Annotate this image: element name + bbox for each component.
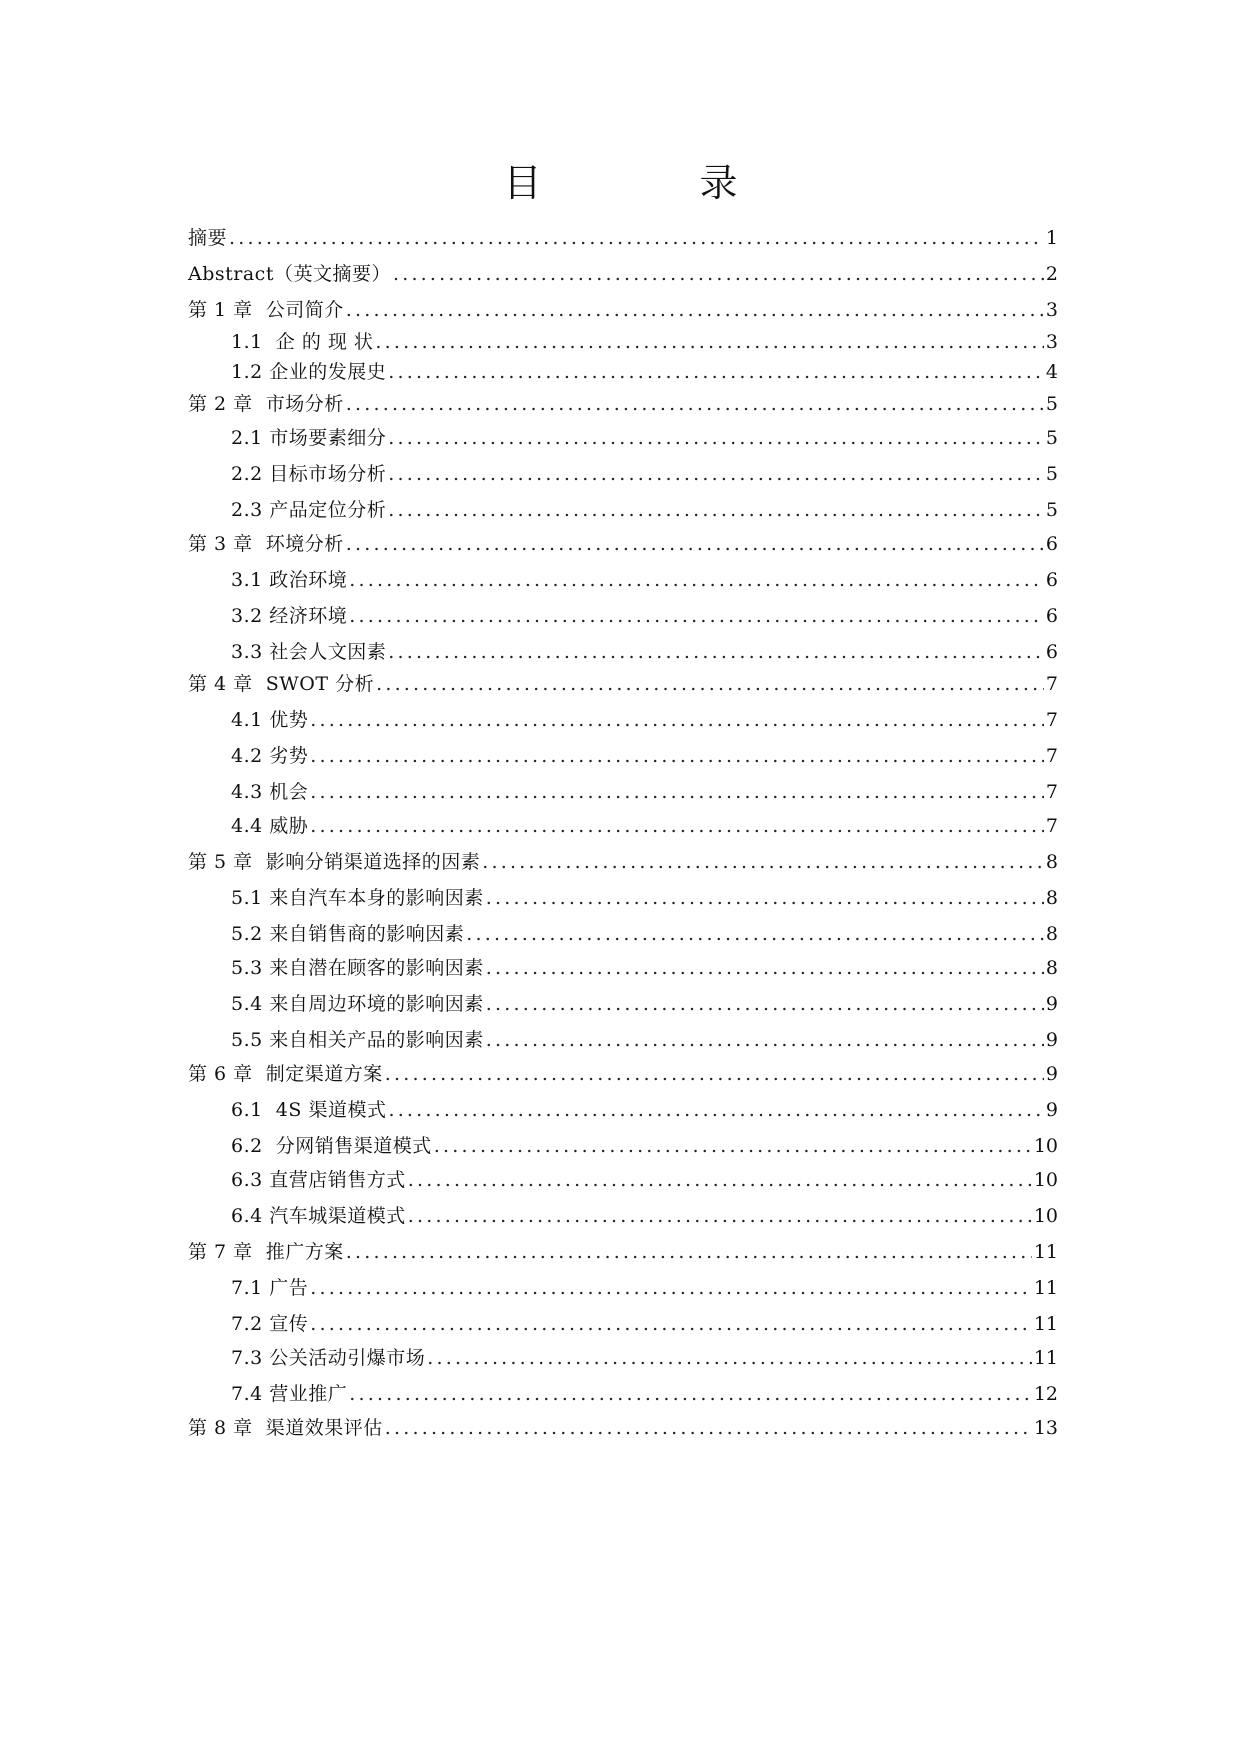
toc-entry-label: 6.2 分网销售渠道模式 [231,1135,432,1157]
toc-entry-page-number: 5 [1045,427,1058,449]
toc-section-entry [231,988,1058,1020]
toc-section-entry [231,1200,1058,1232]
toc-entry-page-number: 10 [1033,1135,1058,1157]
toc-dot-leader [310,776,1044,808]
toc-section-entry [231,882,1058,914]
toc-chapter-entry [188,668,1058,700]
toc-entry-page-number: 6 [1045,641,1058,663]
toc-section-entry [231,740,1058,772]
toc-entry-label: 3.2 经济环境 [231,605,348,627]
toc-chapter-entry [188,846,1058,878]
toc-entry-page-number: 5 [1045,463,1058,485]
toc-section-entry [231,600,1058,632]
toc-entry-label: 3.3 社会人文因素 [231,641,387,663]
toc-dot-leader [310,810,1044,842]
toc-entry-page-number: 7 [1045,815,1058,837]
toc-dot-leader [408,1164,1032,1196]
toc-entry-page-number: 10 [1033,1205,1058,1227]
toc-entry-label: 4.2 劣势 [231,745,309,767]
toc-entry-label: Abstract（英文摘要） [188,263,391,285]
toc-entry-page-number: 5 [1045,499,1058,521]
toc-dot-leader [346,1236,1032,1268]
toc-entry-page-number: 1 [1045,227,1058,249]
toc-entry-page-number: 11 [1033,1241,1058,1263]
toc-section-entry [231,1378,1058,1410]
toc-entry-page-number: 8 [1045,887,1058,909]
toc-entry-page-number: 8 [1045,957,1058,979]
toc-entry-page-number: 4 [1045,361,1058,383]
toc-entry-page-number: 9 [1045,1099,1058,1121]
toc-entry-label: 2.3 产品定位分析 [231,499,387,521]
toc-entry-page-number: 11 [1033,1347,1058,1369]
toc-entry-page-number: 2 [1045,263,1058,285]
toc-entry-label: 5.3 来自潜在顾客的影响因素 [231,957,484,979]
toc-dot-leader [349,600,1044,632]
toc-dot-leader [346,388,1044,420]
toc-section-entry [231,326,1058,358]
toc-entry-label: 5.4 来自周边环境的影响因素 [231,993,484,1015]
toc-dot-leader [388,1094,1043,1126]
toc-dot-leader [310,1272,1032,1304]
toc-dot-leader [346,528,1044,560]
toc-entry-label: 5.5 来自相关产品的影响因素 [231,1029,484,1051]
toc-section-entry [231,1130,1058,1162]
toc-dot-leader [388,458,1044,490]
toc-section-entry [231,422,1058,454]
toc-entry-label: 5.1 来自汽车本身的影响因素 [231,887,484,909]
toc-section-entry [231,952,1058,984]
toc-entry-page-number: 7 [1045,781,1058,803]
toc-dot-leader [434,1130,1032,1162]
toc-dot-leader [408,1200,1032,1232]
toc-entry-page-number: 11 [1033,1277,1058,1299]
toc-dot-leader [375,326,1043,358]
toc-entry-label: 3.1 政治环境 [231,569,348,591]
toc-dot-leader [388,494,1044,526]
toc-entry-label: 7.2 宣传 [231,1313,309,1335]
toc-section-entry [231,810,1058,842]
toc-dot-leader [486,1024,1044,1056]
toc-section-entry [231,458,1058,490]
toc-dot-leader [376,668,1044,700]
toc-entry-label: 第 2 章 市场分析 [188,393,344,415]
toc-entry-page-number: 10 [1033,1169,1058,1191]
toc-dot-leader [346,294,1044,326]
toc-section-entry [231,918,1058,950]
toc-entry-page-number: 6 [1045,605,1058,627]
toc-entry-page-number: 12 [1033,1383,1058,1405]
toc-dot-leader [349,1378,1032,1410]
toc-entry-page-number: 3 [1045,331,1058,353]
toc-entry-label: 6.4 汽车城渠道模式 [231,1205,406,1227]
toc-dot-leader [388,636,1044,668]
toc-entry-label: 第 3 章 环境分析 [188,533,344,555]
toc-entry-page-number: 7 [1045,673,1058,695]
toc-chapter-entry [188,222,1058,254]
toc-entry-page-number: 7 [1045,745,1058,767]
toc-dot-leader [482,846,1044,878]
toc-dot-leader [385,1412,1032,1444]
toc-entry-page-number: 9 [1045,1063,1058,1085]
toc-dot-leader [486,882,1044,914]
toc-section-entry [231,1308,1058,1340]
toc-entry-label: 2.1 市场要素细分 [231,427,387,449]
toc-entry-label: 第 7 章 推广方案 [188,1241,344,1263]
toc-entry-label: 第 5 章 影响分销渠道选择的因素 [188,851,481,873]
toc-dot-leader [486,988,1044,1020]
toc-entry-label: 2.2 目标市场分析 [231,463,387,485]
toc-chapter-entry [188,1236,1058,1268]
toc-dot-leader [349,564,1044,596]
toc-section-entry [231,356,1058,388]
toc-section-entry [231,1024,1058,1056]
toc-chapter-entry [188,388,1058,420]
toc-section-entry [231,564,1058,596]
toc-entry-label: 第 6 章 制定渠道方案 [188,1063,383,1085]
toc-dot-leader [466,918,1044,950]
toc-dot-leader [393,258,1044,290]
toc-entry-label: 4.1 优势 [231,709,309,731]
toc-entry-label: 第 4 章 SWOT 分析 [188,673,375,695]
toc-section-entry [231,1164,1058,1196]
toc-dot-leader [427,1342,1032,1374]
toc-entry-label: 4.4 威胁 [231,815,309,837]
toc-dot-leader [486,952,1044,984]
toc-dot-leader [310,740,1044,772]
toc-dot-leader [310,704,1044,736]
toc-entry-label: 7.3 公关活动引爆市场 [231,1347,426,1369]
toc-entry-page-number: 6 [1045,533,1058,555]
toc-section-entry [231,1272,1058,1304]
toc-dot-leader [388,356,1044,388]
toc-entry-page-number: 6 [1045,569,1058,591]
toc-entry-label: 7.1 广告 [231,1277,309,1299]
toc-chapter-entry [188,258,1058,290]
toc-entry-label: 5.2 来自销售商的影响因素 [231,923,465,945]
toc-section-entry [231,1342,1058,1374]
toc-chapter-entry [188,1412,1058,1444]
toc-entry-page-number: 11 [1033,1313,1058,1335]
toc-dot-leader [229,222,1044,254]
toc-entry-label: 7.4 营业推广 [231,1383,348,1405]
toc-entry-page-number: 8 [1045,923,1058,945]
page-title: 目 录 [503,161,798,205]
toc-dot-leader [388,422,1044,454]
toc-section-entry [231,704,1058,736]
toc-section-entry [231,494,1058,526]
toc-entry-label: 摘要 [188,227,228,249]
toc-entry-label: 6.1 4S 渠道模式 [231,1099,387,1121]
toc-entry-page-number: 5 [1045,393,1058,415]
toc-entry-page-number: 7 [1045,709,1058,731]
toc-entry-page-number: 8 [1045,851,1058,873]
toc-entry-page-number: 13 [1033,1417,1058,1439]
toc-entry-label: 1.1 企 的 现 状 [231,331,374,353]
toc-entry-label: 第 1 章 公司简介 [188,299,344,321]
toc-entry-label: 1.2 企业的发展史 [231,361,387,383]
toc-chapter-entry [188,294,1058,326]
toc-entry-page-number: 9 [1045,1029,1058,1051]
toc-entry-label: 6.3 直营店销售方式 [231,1169,406,1191]
toc-chapter-entry [188,528,1058,560]
toc-chapter-entry [188,1058,1058,1090]
toc-section-entry [231,636,1058,668]
toc-entry-page-number: 9 [1045,993,1058,1015]
toc-dot-leader [310,1308,1032,1340]
toc-entry-label: 4.3 机会 [231,781,309,803]
toc-entry-label: 第 8 章 渠道效果评估 [188,1417,383,1439]
toc-dot-leader [385,1058,1044,1090]
toc-section-entry [231,1094,1058,1126]
toc-entry-page-number: 3 [1045,299,1058,321]
toc-section-entry [231,776,1058,808]
